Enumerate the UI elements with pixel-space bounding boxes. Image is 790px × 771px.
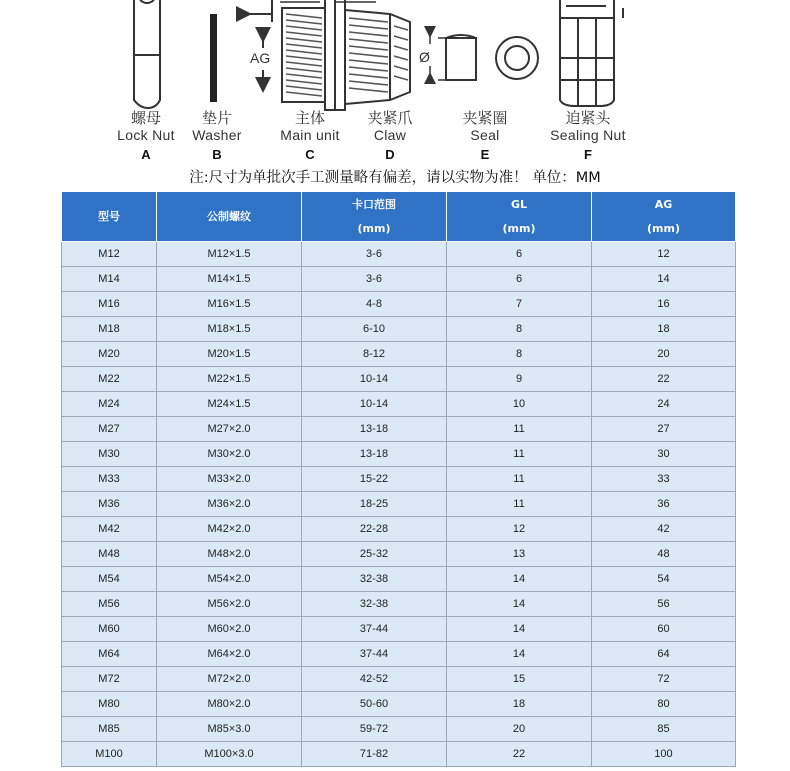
part-name-en: Main unit (280, 127, 340, 144)
table-row (62, 592, 736, 617)
cell-gl: 8 (447, 342, 592, 367)
cell-thread: M48×2.0 (157, 542, 302, 567)
cell-gl: 7 (447, 292, 592, 317)
table-row (62, 467, 736, 492)
cell-thread: M20×1.5 (157, 342, 302, 367)
cell-clamp-range: 10-14 (302, 392, 447, 417)
table-row (62, 617, 736, 642)
cell-thread: M30×2.0 (157, 442, 302, 467)
cell-thread: M42×2.0 (157, 517, 302, 542)
cell-ag: 20 (592, 342, 736, 367)
cell-thread: M56×2.0 (157, 592, 302, 617)
table-row (62, 642, 736, 667)
table-row (62, 717, 736, 742)
cell-model: M27 (62, 417, 157, 442)
part-name-zh: 垫片 (201, 109, 232, 127)
cell-gl: 15 (447, 667, 592, 692)
spec-table (61, 191, 736, 767)
cell-ag: 18 (592, 317, 736, 342)
table-row (62, 542, 736, 567)
table-row (62, 742, 736, 767)
cell-clamp-range: 10-14 (302, 367, 447, 392)
part-name-zh: 夹紧圈 (462, 109, 508, 127)
cell-ag: 80 (592, 692, 736, 717)
part-letter: E (480, 147, 490, 163)
table-row (62, 517, 736, 542)
cell-ag: 33 (592, 467, 736, 492)
cell-model: M56 (62, 592, 157, 617)
cell-clamp-range: 71-82 (302, 742, 447, 767)
cell-model: M18 (62, 317, 157, 342)
cell-clamp-range: 50-60 (302, 692, 447, 717)
cell-ag: 14 (592, 267, 736, 292)
table-row (62, 492, 736, 517)
part-name-zh: 迫紧头 (565, 109, 611, 127)
cell-gl: 9 (447, 367, 592, 392)
cell-thread: M33×2.0 (157, 467, 302, 492)
cell-model: M85 (62, 717, 157, 742)
cell-gl: 6 (447, 267, 592, 292)
cell-clamp-range: 42-52 (302, 667, 447, 692)
cell-ag: 42 (592, 517, 736, 542)
part-name-en: Seal (470, 127, 500, 144)
header-row (62, 192, 736, 242)
part-claw (350, 110, 430, 163)
cell-ag: 60 (592, 617, 736, 642)
cell-clamp-range: 13-18 (302, 417, 447, 442)
part-letter: B (212, 147, 222, 163)
cell-gl: 11 (447, 467, 592, 492)
cell-model: M80 (62, 692, 157, 717)
table-row (62, 317, 736, 342)
cell-ag: 16 (592, 292, 736, 317)
header-title: AG (654, 197, 673, 211)
table-row (62, 392, 736, 417)
cell-gl: 11 (447, 417, 592, 442)
cell-model: M22 (62, 367, 157, 392)
seal-ring-shape (496, 37, 538, 79)
cell-thread: M14×1.5 (157, 267, 302, 292)
cell-ag: 72 (592, 667, 736, 692)
lock-nut-shape (134, 0, 160, 108)
cell-model: M72 (62, 667, 157, 692)
cell-clamp-range: 3-6 (302, 267, 447, 292)
header-cell-clamp-range (302, 192, 447, 242)
table-row (62, 292, 736, 317)
cell-gl: 11 (447, 492, 592, 517)
exploded-parts-diagram (0, 0, 790, 190)
cell-gl: 11 (447, 442, 592, 467)
part-letter: F (584, 147, 592, 163)
part-name-zh: 主体 (294, 109, 325, 127)
cell-clamp-range: 18-25 (302, 492, 447, 517)
cell-gl: 20 (447, 717, 592, 742)
table-row (62, 417, 736, 442)
cell-ag: 54 (592, 567, 736, 592)
header-unit: (mm) (357, 221, 391, 235)
part-name-en: Sealing Nut (550, 127, 626, 144)
header-cell-gl (447, 192, 592, 242)
header-title: 型号 (98, 209, 120, 223)
cell-clamp-range: 8-12 (302, 342, 447, 367)
cell-gl: 14 (447, 592, 592, 617)
cell-model: M100 (62, 742, 157, 767)
cell-model: M48 (62, 542, 157, 567)
cell-gl: 22 (447, 742, 592, 767)
cell-clamp-range: 3-6 (302, 242, 447, 267)
header-title: 公制螺纹 (207, 209, 251, 223)
cell-thread: M64×2.0 (157, 642, 302, 667)
cell-thread: M12×1.5 (157, 242, 302, 267)
cell-thread: M80×2.0 (157, 692, 302, 717)
cell-thread: M24×1.5 (157, 392, 302, 417)
measurement-note: 注:尺寸为单批次手工测量略有偏差，请以实物为准！ 单位：MM (189, 170, 601, 186)
cell-model: M36 (62, 492, 157, 517)
cell-gl: 14 (447, 617, 592, 642)
table-row (62, 267, 736, 292)
table-row (62, 667, 736, 692)
header-title: GL (510, 197, 528, 211)
cell-model: M16 (62, 292, 157, 317)
spec-table-header (62, 192, 736, 242)
cell-thread: M16×1.5 (157, 292, 302, 317)
cell-model: M42 (62, 517, 157, 542)
cell-ag: 24 (592, 392, 736, 417)
sealing-nut-shape (560, 0, 623, 106)
cell-gl: 18 (447, 692, 592, 717)
cell-ag: 27 (592, 417, 736, 442)
cell-ag: 36 (592, 492, 736, 517)
part-letter: C (305, 147, 315, 163)
washer-shape (210, 14, 217, 102)
cell-clamp-range: 15-22 (302, 467, 447, 492)
header-cell-model (62, 192, 157, 242)
cell-ag: 12 (592, 242, 736, 267)
cell-gl: 14 (447, 642, 592, 667)
spec-table-body (62, 242, 736, 767)
cell-model: M30 (62, 442, 157, 467)
cell-model: M33 (62, 467, 157, 492)
cell-clamp-range: 32-38 (302, 592, 447, 617)
cell-ag: 48 (592, 542, 736, 567)
seal-cylinder-shape (446, 35, 476, 80)
part-sealing-nut (538, 110, 638, 163)
part-name-en: Washer (192, 127, 242, 144)
cell-clamp-range: 22-28 (302, 517, 447, 542)
diameter-dimension-label: Ø (419, 49, 430, 65)
cell-gl: 8 (447, 317, 592, 342)
cell-clamp-range: 37-44 (302, 617, 447, 642)
cell-thread: M100×3.0 (157, 742, 302, 767)
cell-clamp-range: 13-18 (302, 442, 447, 467)
cell-ag: 56 (592, 592, 736, 617)
cell-model: M12 (62, 242, 157, 267)
cell-gl: 14 (447, 567, 592, 592)
cell-ag: 30 (592, 442, 736, 467)
cell-thread: M18×1.5 (157, 317, 302, 342)
header-unit: (mm) (647, 221, 680, 235)
cable-gland-drawing (0, 0, 790, 112)
cell-model: M64 (62, 642, 157, 667)
part-seal (445, 110, 525, 163)
cell-thread: M27×2.0 (157, 417, 302, 442)
table-row (62, 342, 736, 367)
table-row (62, 567, 736, 592)
diameter-marker (430, 32, 445, 80)
cell-clamp-range: 59-72 (302, 717, 447, 742)
header-cell-thread (157, 192, 302, 242)
part-lock-nut (106, 110, 186, 163)
cell-thread: M60×2.0 (157, 617, 302, 642)
cell-thread: M36×2.0 (157, 492, 302, 517)
part-washer (177, 110, 257, 163)
cell-clamp-range: 4-8 (302, 292, 447, 317)
part-letter: D (385, 147, 395, 163)
header-unit: (mm) (502, 221, 536, 235)
ag-dimension-label: AG (250, 50, 271, 66)
cell-ag: 100 (592, 742, 736, 767)
cell-model: M24 (62, 392, 157, 417)
header-title: 卡口范围 (352, 197, 396, 211)
cell-clamp-range: 25-32 (302, 542, 447, 567)
cell-gl: 10 (447, 392, 592, 417)
part-name-en: Claw (373, 127, 407, 144)
cell-thread: M54×2.0 (157, 567, 302, 592)
table-row (62, 692, 736, 717)
table-row (62, 367, 736, 392)
cell-ag: 85 (592, 717, 736, 742)
cell-thread: M72×2.0 (157, 667, 302, 692)
part-name-en: Lock Nut (117, 127, 175, 144)
part-name-zh: 夹紧爪 (367, 109, 413, 127)
part-main-unit (265, 110, 355, 163)
cell-thread: M22×1.5 (157, 367, 302, 392)
cell-model: M20 (62, 342, 157, 367)
cell-clamp-range: 32-38 (302, 567, 447, 592)
table-row (62, 242, 736, 267)
cell-model: M60 (62, 617, 157, 642)
part-letter: A (141, 147, 151, 163)
header-cell-ag (592, 192, 736, 242)
cell-ag: 22 (592, 367, 736, 392)
cell-thread: M85×3.0 (157, 717, 302, 742)
part-name-zh: 螺母 (130, 109, 161, 127)
table-row (62, 442, 736, 467)
cell-gl: 6 (447, 242, 592, 267)
cell-ag: 64 (592, 642, 736, 667)
cell-gl: 13 (447, 542, 592, 567)
cell-gl: 12 (447, 517, 592, 542)
cell-clamp-range: 37-44 (302, 642, 447, 667)
cell-clamp-range: 6-10 (302, 317, 447, 342)
cell-model: M14 (62, 267, 157, 292)
cell-model: M54 (62, 567, 157, 592)
